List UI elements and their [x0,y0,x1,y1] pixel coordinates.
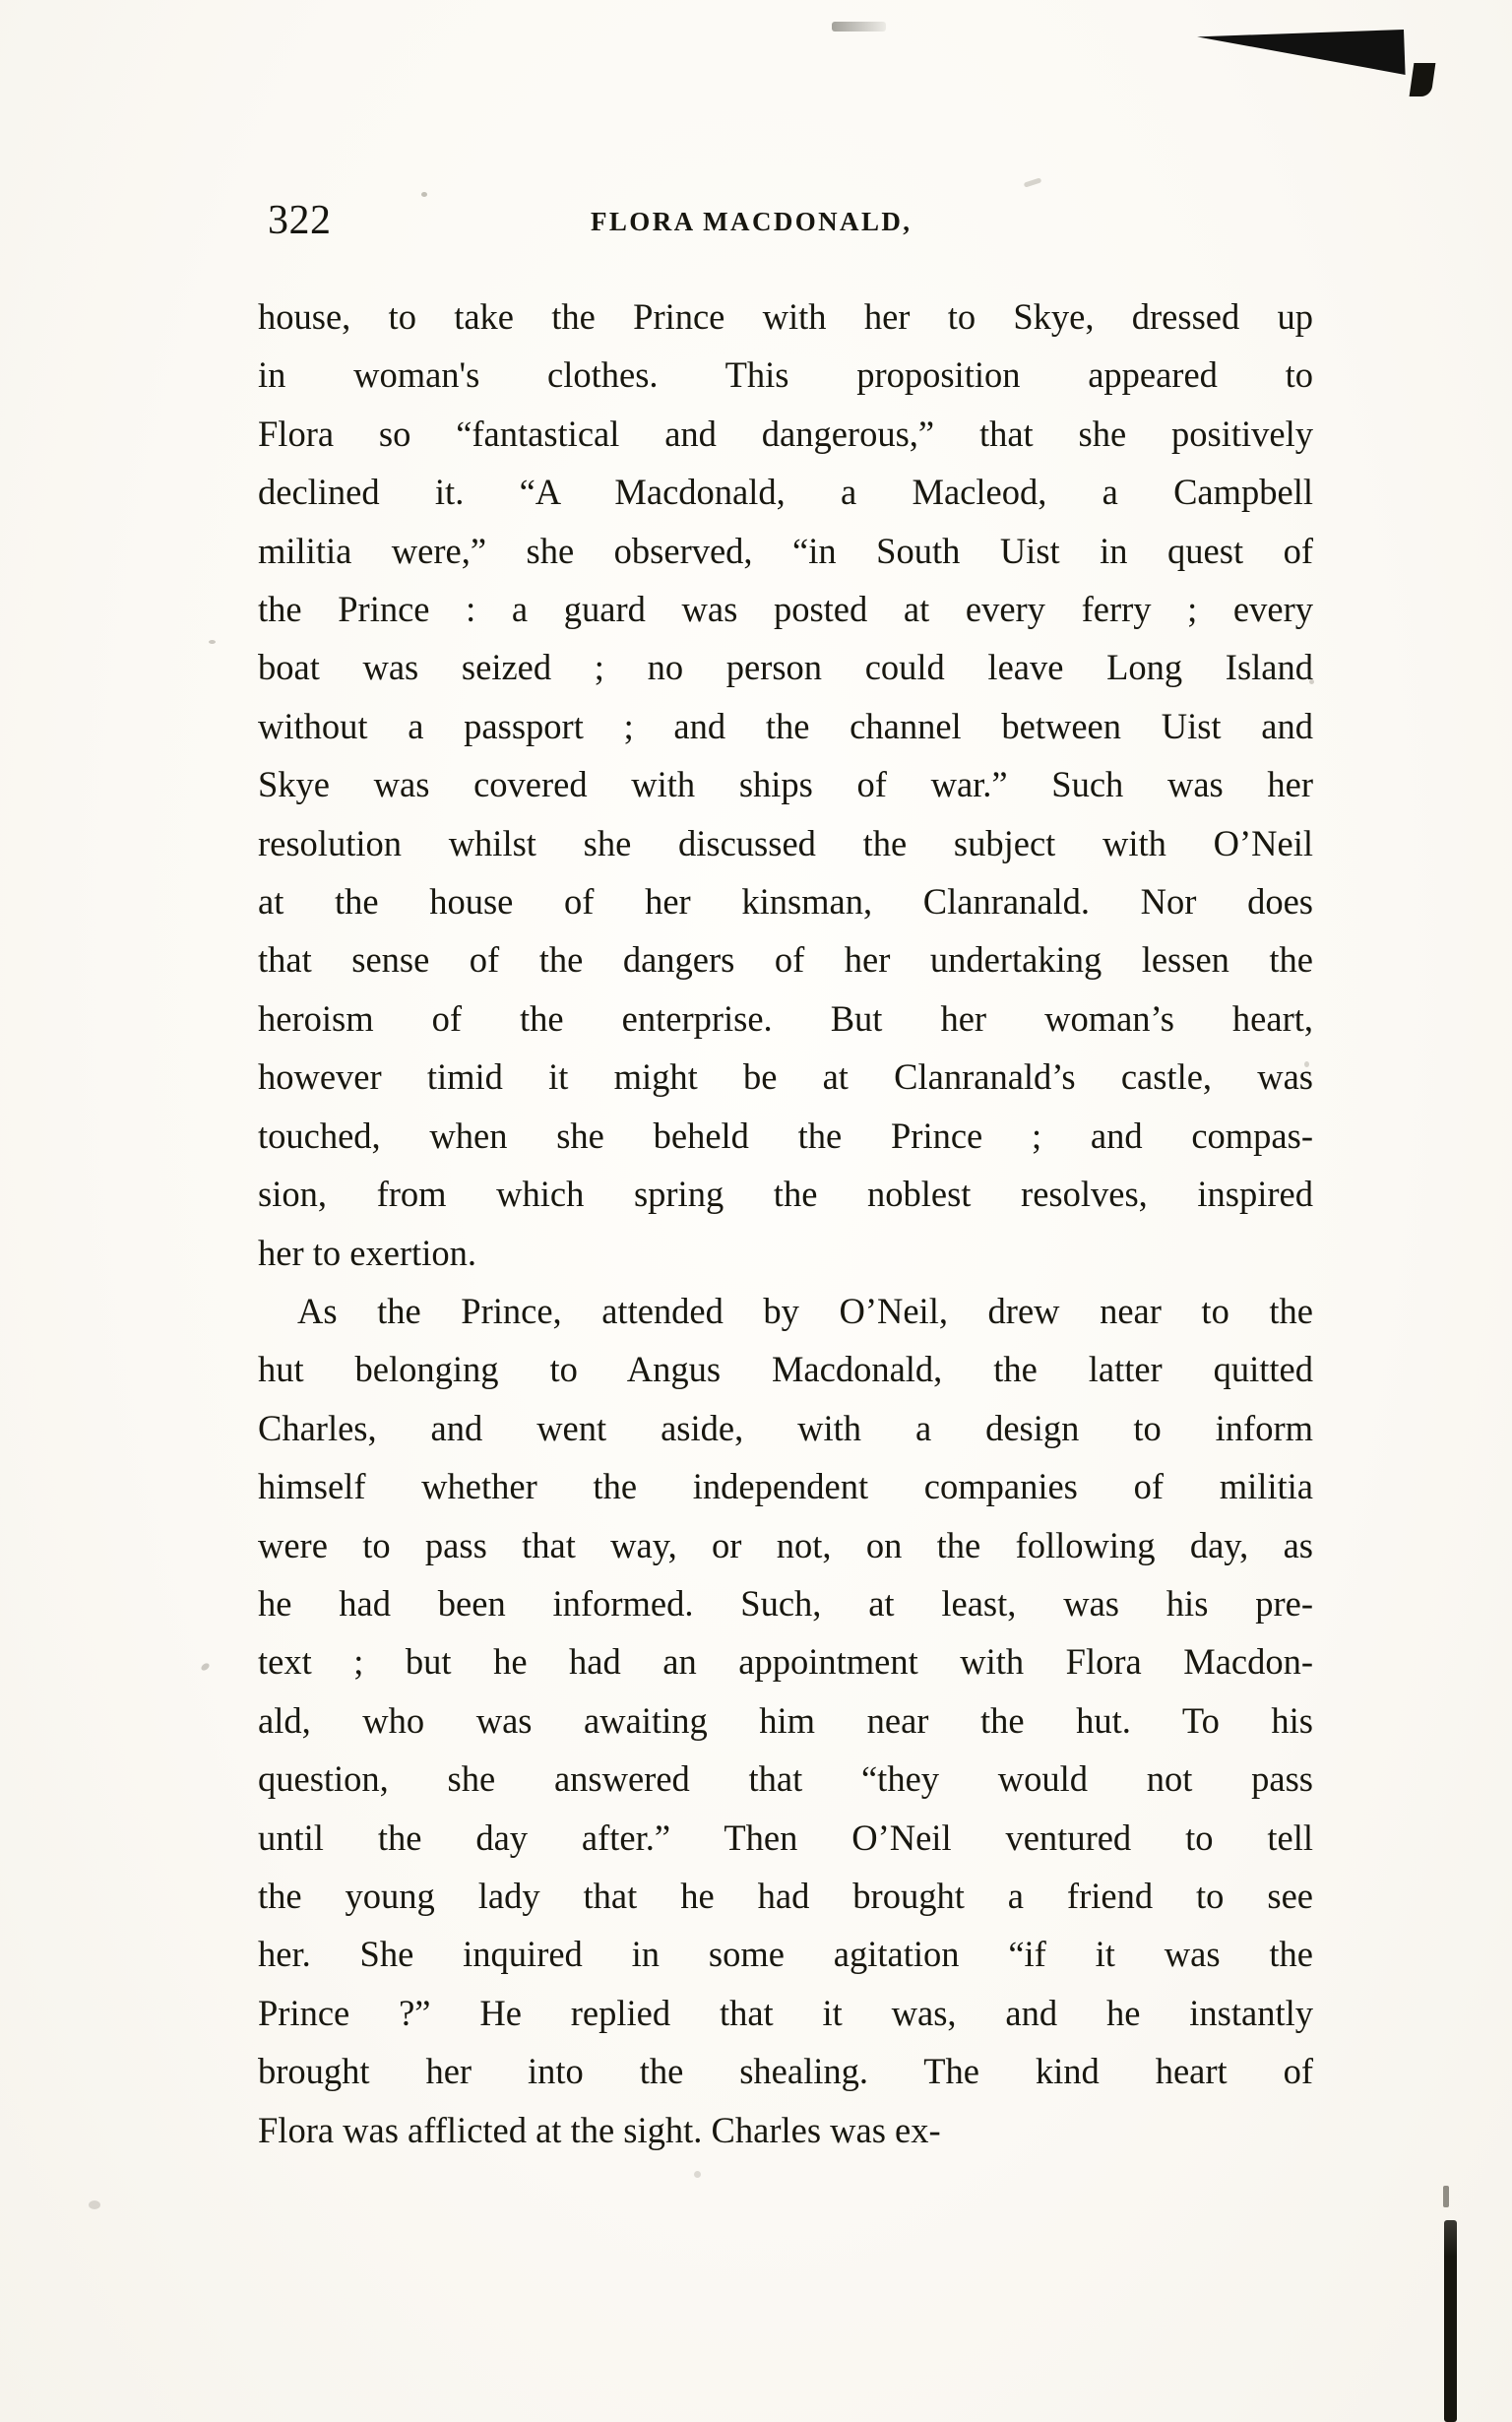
text-line: himself whether the independent companies of militia [258,1466,1313,1507]
text-line: hut belonging to Angus Macdonald, the latter quitted [258,1349,1313,1390]
text-line: that sense of the dangers of her undertaking lessen the [258,939,1313,981]
text-line: at the house of her kinsman, Clanranald. Nor does [258,881,1313,923]
page-number: 322 [268,198,332,243]
scan-speck [694,2171,701,2178]
text-line: the Prince : a guard was posted at every ferry ; every [258,589,1313,630]
text-line: sion, from which spring the noblest resolves, inspired [258,1174,1313,1215]
text-line: house, to take the Prince with her to Skye, dressed up [258,296,1313,337]
text-line: question, she answered that “they would not pass [258,1758,1313,1800]
text-line: her to exertion. [258,1232,476,1273]
text-line: however timid it might be at Clanranald’s castle, was [258,1056,1313,1098]
text-line: declined it. “A Macdonald, a Macleod, a Campbell [258,472,1313,513]
scan-speck [89,2200,100,2209]
text-line: Prince ?” He replied that it was, and he instantly [258,1992,1313,2033]
text-line: Flora so “fantastical and dangerous,” that she positively [258,413,1313,454]
page-body [258,287,1313,2159]
running-head-title: FLORA MACDONALD, [591,207,913,236]
running-head [0,197,1512,246]
text-line: he had been informed. Such, at least, was his pre- [258,1582,1313,1624]
text-line: touched, when she beheld the Prince ; and compas- [258,1115,1313,1156]
text-line: brought her into the shealing. The kind heart of [258,2051,1313,2092]
text-line: militia were,” she observed, “in South Uist in quest of [258,530,1313,571]
text-line: Flora was afflicted at the sight. Charles was ex- [258,2109,941,2150]
text-line: text ; but he had an appointment with Flora Macdon- [258,1641,1313,1683]
text-line: As the Prince, attended by O’Neil, drew near to the [297,1290,1313,1331]
text-line: the young lady that he had brought a friend to see [258,1875,1313,1916]
paragraph-1 [258,287,1313,1282]
text-line: heroism of the enterprise. But her woman’s heart, [258,997,1313,1039]
text-line: boat was seized ; no person could leave Long Island [258,647,1313,688]
text-line: ald, who was awaiting him near the hut. To his [258,1699,1313,1741]
text-line: resolution whilst she discussed the subject with O’Neil [258,822,1313,863]
text-line: were to pass that way, or not, on the following day, as [258,1524,1313,1565]
text-line: Charles, and went aside, with a design to inform [258,1407,1313,1448]
text-line: without a passport ; and the channel between Uist and [258,705,1313,746]
text-line: Skye was covered with ships of war.” Such was her [258,764,1313,805]
scan-speck [209,640,216,644]
text-line: in woman's clothes. This proposition appeared to [258,354,1313,396]
text-line: until the day after.” Then O’Neil ventured to tell [258,1816,1313,1858]
paragraph-2 [258,1282,1313,2159]
text-line: her. She inquired in some agitation “if it was the [258,1934,1313,1975]
